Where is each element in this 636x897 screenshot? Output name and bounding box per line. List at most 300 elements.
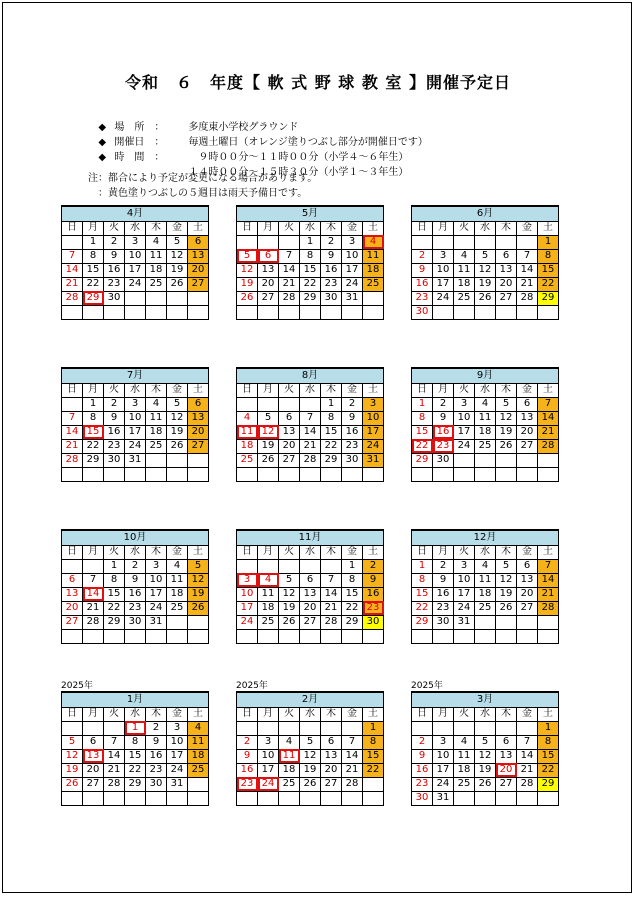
month-header: 9月 [412, 368, 559, 383]
empty-cell [167, 291, 188, 305]
empty-cell [454, 453, 475, 467]
day-cell: 9 [104, 411, 125, 425]
day-cell: 29 [412, 615, 433, 629]
day-cell: 7 [104, 735, 125, 749]
day-cell: 12 [62, 749, 83, 763]
day-cell: 9 [433, 573, 454, 587]
month-header: 10月 [62, 530, 209, 545]
empty-cell [146, 453, 167, 467]
day-cell: 28 [62, 291, 83, 305]
empty-cell [342, 721, 363, 735]
day-cell: 18 [146, 263, 167, 277]
empty-cell [188, 615, 209, 629]
empty-cell [237, 305, 258, 319]
day-cell: 29 [83, 453, 104, 467]
month-header: 4月 [62, 206, 209, 221]
day-cell: 9 [412, 263, 433, 277]
empty-cell [496, 235, 517, 249]
day-cell: 8 [342, 573, 363, 587]
empty-cell [454, 629, 475, 643]
day-cell: 18 [475, 425, 496, 439]
weekday-header: 土 [538, 545, 559, 559]
day-cell: 6 [496, 249, 517, 263]
day-cell: 17 [125, 425, 146, 439]
empty-cell [321, 721, 342, 735]
weekday-header: 月 [433, 545, 454, 559]
empty-cell [279, 629, 300, 643]
calendar-month [61, 691, 209, 806]
day-cell: 9 [363, 573, 384, 587]
info-label: 開催日 ： [114, 137, 165, 148]
day-cell: 8 [538, 735, 559, 749]
weekday-header: 木 [146, 383, 167, 397]
empty-cell [237, 467, 258, 481]
empty-cell [167, 305, 188, 319]
weekday-header: 土 [363, 545, 384, 559]
day-cell: 13 [496, 749, 517, 763]
empty-cell [475, 305, 496, 319]
day-cell: 5 [496, 559, 517, 573]
empty-cell [496, 629, 517, 643]
day-cell: 4 [146, 397, 167, 411]
empty-cell [454, 791, 475, 805]
day-cell: 23 [433, 601, 454, 615]
day-cell: 29 [104, 615, 125, 629]
day-cell: 6 [279, 411, 300, 425]
empty-cell [258, 467, 279, 481]
weekday-header: 土 [538, 383, 559, 397]
empty-cell [188, 791, 209, 805]
day-cell: 14 [321, 587, 342, 601]
weekday-header: 水 [125, 707, 146, 721]
empty-cell [475, 467, 496, 481]
day-cell: 6 [62, 573, 83, 587]
day-cell: 14 [83, 587, 104, 601]
day-cell: 28 [300, 453, 321, 467]
day-cell: 5 [167, 235, 188, 249]
empty-cell [454, 467, 475, 481]
empty-cell [188, 453, 209, 467]
day-cell: 30 [321, 291, 342, 305]
empty-cell [538, 791, 559, 805]
day-cell: 10 [237, 587, 258, 601]
day-cell: 26 [167, 439, 188, 453]
day-cell: 4 [188, 721, 209, 735]
day-cell: 6 [188, 397, 209, 411]
day-cell: 24 [125, 277, 146, 291]
empty-cell [188, 777, 209, 791]
day-cell: 17 [167, 749, 188, 763]
calendar-month [236, 205, 384, 320]
day-cell: 30 [342, 453, 363, 467]
month-header: 12月 [412, 530, 559, 545]
empty-cell [258, 629, 279, 643]
day-cell: 26 [300, 777, 321, 791]
empty-cell [496, 467, 517, 481]
empty-cell [363, 291, 384, 305]
day-cell: 10 [363, 411, 384, 425]
weekday-header: 月 [83, 545, 104, 559]
day-cell: 27 [321, 777, 342, 791]
day-cell: 25 [475, 439, 496, 453]
empty-cell [146, 791, 167, 805]
day-cell: 28 [321, 615, 342, 629]
day-cell: 14 [517, 263, 538, 277]
day-cell: 22 [104, 601, 125, 615]
day-cell: 30 [363, 615, 384, 629]
day-cell: 19 [279, 601, 300, 615]
day-cell: 18 [363, 263, 384, 277]
day-cell: 26 [279, 615, 300, 629]
day-cell: 12 [475, 749, 496, 763]
weekday-header: 土 [363, 383, 384, 397]
weekday-header: 金 [342, 545, 363, 559]
day-cell: 7 [83, 573, 104, 587]
day-cell: 27 [517, 601, 538, 615]
day-cell: 19 [167, 425, 188, 439]
day-cell: 29 [342, 615, 363, 629]
empty-cell [62, 559, 83, 573]
weekday-header: 日 [237, 383, 258, 397]
day-cell: 14 [300, 425, 321, 439]
empty-cell [62, 397, 83, 411]
empty-cell [475, 235, 496, 249]
day-cell: 26 [496, 439, 517, 453]
weekday-header: 土 [188, 707, 209, 721]
day-cell: 21 [62, 439, 83, 453]
bullet-icon: ◆ [98, 137, 107, 148]
weekday-header: 火 [104, 707, 125, 721]
day-cell: 25 [454, 291, 475, 305]
day-cell: 22 [363, 763, 384, 777]
day-cell: 9 [146, 735, 167, 749]
day-cell: 27 [83, 777, 104, 791]
empty-cell [188, 305, 209, 319]
day-cell: 20 [321, 763, 342, 777]
day-cell: 8 [104, 573, 125, 587]
day-cell: 24 [125, 439, 146, 453]
day-cell: 8 [412, 573, 433, 587]
day-cell: 4 [454, 249, 475, 263]
empty-cell [321, 629, 342, 643]
info-value: 毎週土曜日（オレンジ塗りつぶし部分が開催日です） [188, 137, 428, 148]
day-cell: 13 [517, 573, 538, 587]
day-cell: 28 [279, 291, 300, 305]
day-cell: 10 [146, 573, 167, 587]
day-cell: 12 [258, 425, 279, 439]
empty-cell [237, 721, 258, 735]
day-cell: 26 [62, 777, 83, 791]
day-cell: 2 [125, 559, 146, 573]
day-cell: 11 [454, 263, 475, 277]
day-cell: 12 [496, 573, 517, 587]
weekday-header: 日 [62, 383, 83, 397]
day-cell: 30 [104, 453, 125, 467]
day-cell: 2 [363, 559, 384, 573]
day-cell: 17 [237, 601, 258, 615]
weekday-header: 土 [363, 707, 384, 721]
day-cell: 18 [146, 425, 167, 439]
weekday-header: 月 [258, 707, 279, 721]
day-cell: 12 [237, 263, 258, 277]
note-2: ：黄色塗りつぶしの５週目は雨天予備日です。 [88, 188, 308, 199]
day-cell: 22 [538, 763, 559, 777]
day-cell: 24 [433, 777, 454, 791]
empty-cell [433, 467, 454, 481]
day-cell: 28 [538, 601, 559, 615]
day-cell: 17 [454, 587, 475, 601]
month-header: 2月 [237, 692, 384, 707]
day-cell: 14 [538, 573, 559, 587]
empty-cell [433, 629, 454, 643]
empty-cell [300, 721, 321, 735]
empty-cell [517, 467, 538, 481]
day-cell: 6 [258, 249, 279, 263]
day-cell: 11 [475, 573, 496, 587]
calendar-month [236, 691, 384, 806]
day-cell: 23 [104, 277, 125, 291]
year-label: 2025年 [61, 681, 93, 691]
empty-cell [496, 721, 517, 735]
day-cell: 15 [538, 263, 559, 277]
bullet-icon: ◆ [98, 122, 107, 133]
day-cell: 13 [496, 263, 517, 277]
day-cell: 18 [167, 587, 188, 601]
weekday-header: 水 [300, 383, 321, 397]
day-cell: 27 [188, 439, 209, 453]
day-cell: 15 [300, 263, 321, 277]
day-cell: 12 [167, 411, 188, 425]
day-cell: 18 [258, 601, 279, 615]
empty-cell [125, 305, 146, 319]
day-cell: 30 [412, 791, 433, 805]
day-cell: 9 [412, 749, 433, 763]
day-cell: 16 [363, 587, 384, 601]
empty-cell [167, 467, 188, 481]
day-cell: 24 [167, 763, 188, 777]
day-cell: 25 [167, 601, 188, 615]
day-cell: 22 [538, 277, 559, 291]
day-cell: 3 [167, 721, 188, 735]
day-cell: 20 [188, 263, 209, 277]
info-value: １４時００分～１５時３０分（小学１～３年生） [188, 167, 409, 178]
weekday-header: 金 [517, 707, 538, 721]
day-cell: 9 [321, 249, 342, 263]
weekday-header: 木 [321, 221, 342, 235]
day-cell: 31 [167, 777, 188, 791]
weekday-header: 水 [300, 221, 321, 235]
empty-cell [258, 721, 279, 735]
day-cell: 16 [321, 263, 342, 277]
day-cell: 12 [496, 411, 517, 425]
weekday-header: 木 [496, 383, 517, 397]
day-cell: 1 [412, 397, 433, 411]
day-cell: 14 [279, 263, 300, 277]
day-cell: 22 [342, 601, 363, 615]
day-cell: 11 [279, 749, 300, 763]
empty-cell [433, 235, 454, 249]
day-cell: 26 [188, 601, 209, 615]
day-cell: 8 [363, 735, 384, 749]
day-cell: 31 [454, 615, 475, 629]
empty-cell [412, 467, 433, 481]
day-cell: 23 [104, 439, 125, 453]
empty-cell [363, 791, 384, 805]
empty-cell [454, 305, 475, 319]
note-1: 注：都合により予定が変更になる場合があります。 [88, 173, 318, 184]
day-cell: 3 [125, 397, 146, 411]
month-header: 7月 [62, 368, 209, 383]
day-cell: 16 [104, 263, 125, 277]
day-cell: 8 [300, 249, 321, 263]
day-cell: 7 [279, 249, 300, 263]
day-cell: 23 [412, 291, 433, 305]
empty-cell [300, 467, 321, 481]
empty-cell [538, 305, 559, 319]
day-cell: 14 [517, 749, 538, 763]
empty-cell [167, 629, 188, 643]
day-cell: 4 [258, 573, 279, 587]
empty-cell [342, 629, 363, 643]
day-cell: 1 [125, 721, 146, 735]
calendar-month [411, 529, 559, 644]
day-cell: 28 [517, 777, 538, 791]
info-label: 時 間 ： [114, 152, 165, 163]
day-cell: 26 [258, 453, 279, 467]
day-cell: 6 [300, 573, 321, 587]
empty-cell [237, 629, 258, 643]
day-cell: 25 [146, 277, 167, 291]
day-cell: 16 [237, 763, 258, 777]
day-cell: 31 [342, 291, 363, 305]
empty-cell [433, 305, 454, 319]
empty-cell [538, 467, 559, 481]
calendar-month [61, 367, 209, 482]
day-cell: 24 [363, 439, 384, 453]
day-cell: 30 [146, 777, 167, 791]
day-cell: 15 [363, 749, 384, 763]
day-cell: 27 [258, 291, 279, 305]
day-cell: 11 [167, 573, 188, 587]
day-cell: 22 [412, 439, 433, 453]
weekday-header: 日 [62, 707, 83, 721]
day-cell: 28 [538, 439, 559, 453]
empty-cell [300, 629, 321, 643]
day-cell: 8 [321, 411, 342, 425]
day-cell: 7 [538, 559, 559, 573]
day-cell: 27 [496, 777, 517, 791]
day-cell: 15 [321, 425, 342, 439]
day-cell: 23 [321, 277, 342, 291]
empty-cell [300, 305, 321, 319]
day-cell: 2 [104, 235, 125, 249]
day-cell: 8 [125, 735, 146, 749]
empty-cell [300, 559, 321, 573]
empty-cell [62, 235, 83, 249]
empty-cell [342, 791, 363, 805]
weekday-header: 木 [146, 707, 167, 721]
day-cell: 22 [300, 277, 321, 291]
day-cell: 22 [412, 601, 433, 615]
day-cell: 2 [237, 735, 258, 749]
day-cell: 21 [104, 763, 125, 777]
day-cell: 23 [237, 777, 258, 791]
day-cell: 10 [433, 263, 454, 277]
day-cell: 11 [258, 587, 279, 601]
bullet-icon: ◆ [98, 152, 107, 163]
day-cell: 1 [104, 559, 125, 573]
empty-cell [517, 453, 538, 467]
weekday-header: 水 [475, 707, 496, 721]
day-cell: 27 [496, 291, 517, 305]
day-cell: 1 [538, 721, 559, 735]
day-cell: 14 [342, 749, 363, 763]
weekday-header: 月 [258, 221, 279, 235]
day-cell: 13 [279, 425, 300, 439]
day-cell: 20 [188, 425, 209, 439]
day-cell: 13 [62, 587, 83, 601]
day-cell: 10 [167, 735, 188, 749]
empty-cell [104, 721, 125, 735]
day-cell: 19 [167, 263, 188, 277]
day-cell: 4 [475, 397, 496, 411]
empty-cell [83, 467, 104, 481]
weekday-header: 水 [300, 707, 321, 721]
day-cell: 23 [146, 763, 167, 777]
day-cell: 3 [363, 397, 384, 411]
day-cell: 16 [125, 587, 146, 601]
weekday-header: 火 [279, 707, 300, 721]
day-cell: 13 [517, 411, 538, 425]
day-cell: 30 [433, 453, 454, 467]
day-cell: 5 [300, 735, 321, 749]
day-cell: 23 [363, 601, 384, 615]
day-cell: 19 [496, 587, 517, 601]
year-label: 2025年 [236, 681, 268, 691]
weekday-header: 木 [321, 545, 342, 559]
empty-cell [167, 615, 188, 629]
day-cell: 18 [237, 439, 258, 453]
day-cell: 10 [258, 749, 279, 763]
day-cell: 31 [125, 453, 146, 467]
weekday-header: 金 [342, 383, 363, 397]
empty-cell [363, 777, 384, 791]
day-cell: 21 [538, 587, 559, 601]
day-cell: 4 [475, 559, 496, 573]
weekday-header: 水 [475, 221, 496, 235]
day-cell: 8 [83, 249, 104, 263]
weekday-header: 日 [62, 545, 83, 559]
weekday-header: 月 [433, 383, 454, 397]
weekday-header: 金 [167, 545, 188, 559]
day-cell: 11 [237, 425, 258, 439]
calendar-month [411, 205, 559, 320]
day-cell: 24 [237, 615, 258, 629]
day-cell: 3 [258, 735, 279, 749]
day-cell: 21 [83, 601, 104, 615]
empty-cell [146, 291, 167, 305]
empty-cell [517, 235, 538, 249]
day-cell: 8 [538, 249, 559, 263]
day-cell: 12 [167, 249, 188, 263]
day-cell: 30 [433, 615, 454, 629]
empty-cell [321, 791, 342, 805]
day-cell: 22 [125, 763, 146, 777]
day-cell: 5 [258, 411, 279, 425]
info-value: ９時００分～１１時００分（小学４～６年生） [188, 152, 409, 163]
empty-cell [258, 305, 279, 319]
empty-cell [412, 629, 433, 643]
